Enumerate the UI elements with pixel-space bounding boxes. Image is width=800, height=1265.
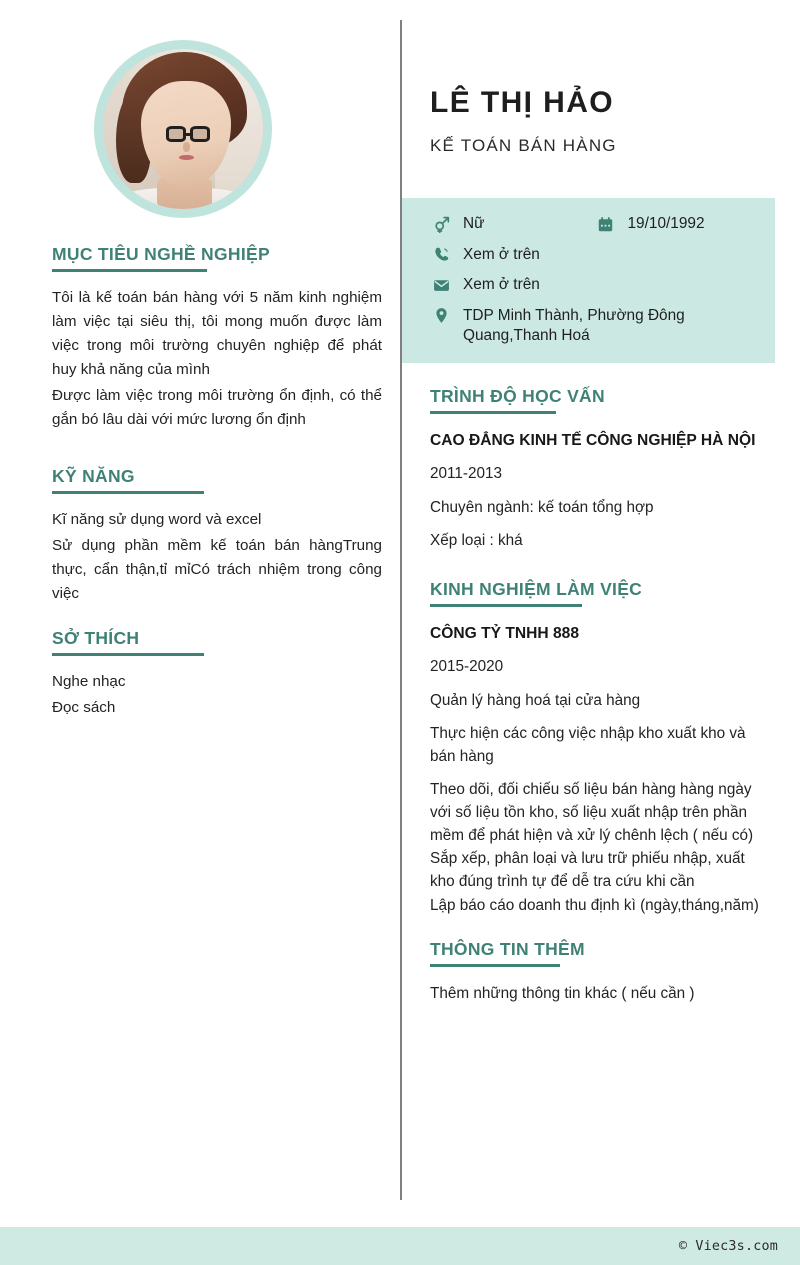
hobby-item-2: Đọc sách [52,699,116,717]
contact-item-address [430,306,759,347]
calendar-icon [595,214,617,234]
contact-row-2 [430,245,759,265]
contact-item-birthday [595,214,760,234]
skills-title: KỸ NĂNG [52,466,135,487]
contact-item-gender [430,214,595,234]
skills-paragraph-2: Sử dụng phần mềm kế toán bán hàngTrung thực, cẩn thận,tỉ mỉCó trách nhiệm trong công việc [52,537,382,603]
contact-panel [402,198,775,362]
section-skills [52,466,382,606]
education-grade: Xếp loại : khá [430,532,523,550]
section-objective [52,244,382,432]
skills-underline [52,491,204,494]
name-block [400,0,800,156]
contact-gender-value: Nữ [463,215,485,233]
contact-row-4 [430,306,759,347]
avatar [94,40,272,218]
photo-lens-right [190,126,210,142]
contact-email-value: Xem ở trên [463,276,540,294]
photo-lips [179,155,194,160]
avatar-photo [103,49,263,209]
glasses-icon [166,126,211,142]
contact-row-3 [430,275,759,295]
experience-duty-2: Theo dõi, đối chiếu số liệu bán hàng hàng ngày với số liệu tồn kho, số liệu xuất nhập trên phần mềm để phát hiện và xử lý chênh lệch ( nếu có) [430,781,754,844]
skills-paragraph-1: Kĩ năng sử dụng word và excel [52,511,262,529]
objective-paragraph-1: Tôi là kế toán bán hàng với 5 năm kinh nghiệm làm việc tại siêu thị, tôi mong muốn được làm việc trong môi trường chuyên nghiệp để phát huy khả năng của mình [52,289,382,379]
objective-title: MỤC TIÊU NGHỀ NGHIỆP [52,244,270,264]
photo-lens-left [166,126,186,142]
objective-paragraph-2: Được làm việc trong môi trường ổn định, có thể gắn bó lâu dài với mức lương ổn định [52,387,382,429]
section-education [430,386,770,553]
footer-bar [0,1227,800,1265]
experience-role: Quản lý hàng hoá tại cửa hàng [430,691,641,709]
email-icon [430,275,452,295]
education-years: 2011-2013 [430,464,503,482]
education-school: CAO ĐẲNG KINH TẾ CÔNG NGHIỆP HÀ NỘI [430,431,756,449]
hobby-item-1: Nghe nhạc [52,673,126,691]
left-column [0,0,400,720]
education-title: TRÌNH ĐỘ HỌC VẤN [430,385,605,406]
right-column [400,0,800,1006]
hobbies-underline [52,653,204,656]
copyright-text: © Viec3s.com [678,1238,778,1254]
experience-company: CÔNG TỶ TNHH 888 [430,624,580,642]
location-icon [430,306,452,326]
section-additional-info [430,939,770,1006]
photo-nose [183,142,189,152]
hobbies-title: SỞ THÍCH [52,628,140,649]
contact-item-email[interactable] [430,275,759,295]
phone-icon [430,245,452,265]
section-experience [430,579,770,917]
experience-title: KINH NGHIỆM LÀM VIỆC [430,578,643,599]
contact-address-value: TDP Minh Thành, Phường Đông Quang,Thanh Hoá [463,306,685,345]
objective-underline [52,269,207,272]
experience-duty-4: Lập báo cáo doanh thu định kì (ngày,tháng,năm) [430,896,759,914]
contact-row-1 [430,214,759,234]
additional-title: THÔNG TIN THÊM [430,939,585,960]
education-major: Chuyên ngành: kế toán tổng hợp [430,498,654,516]
contact-phone-value: Xem ở trên [463,245,540,263]
additional-text: Thêm những thông tin khác ( nếu cần ) [430,985,695,1003]
experience-duty-3: Sắp xếp, phân loại và lưu trữ phiếu nhập, xuất kho đúng trình tự để dễ tra cứu khi cần [430,850,745,890]
experience-underline [430,604,582,607]
contact-item-phone[interactable] [430,245,759,265]
section-hobbies [52,628,382,720]
job-title: KẾ TOÁN BÁN HÀNG [430,136,617,155]
additional-underline [430,964,560,967]
education-underline [430,411,556,414]
page-title: LÊ THỊ HẢO [430,86,614,119]
contact-birthday-value: 19/10/1992 [627,215,705,233]
experience-years: 2015-2020 [430,657,504,675]
experience-duty-1: Thực hiện các công việc nhập kho xuất kho và bán hàng [430,725,746,765]
gender-icon [430,214,452,234]
